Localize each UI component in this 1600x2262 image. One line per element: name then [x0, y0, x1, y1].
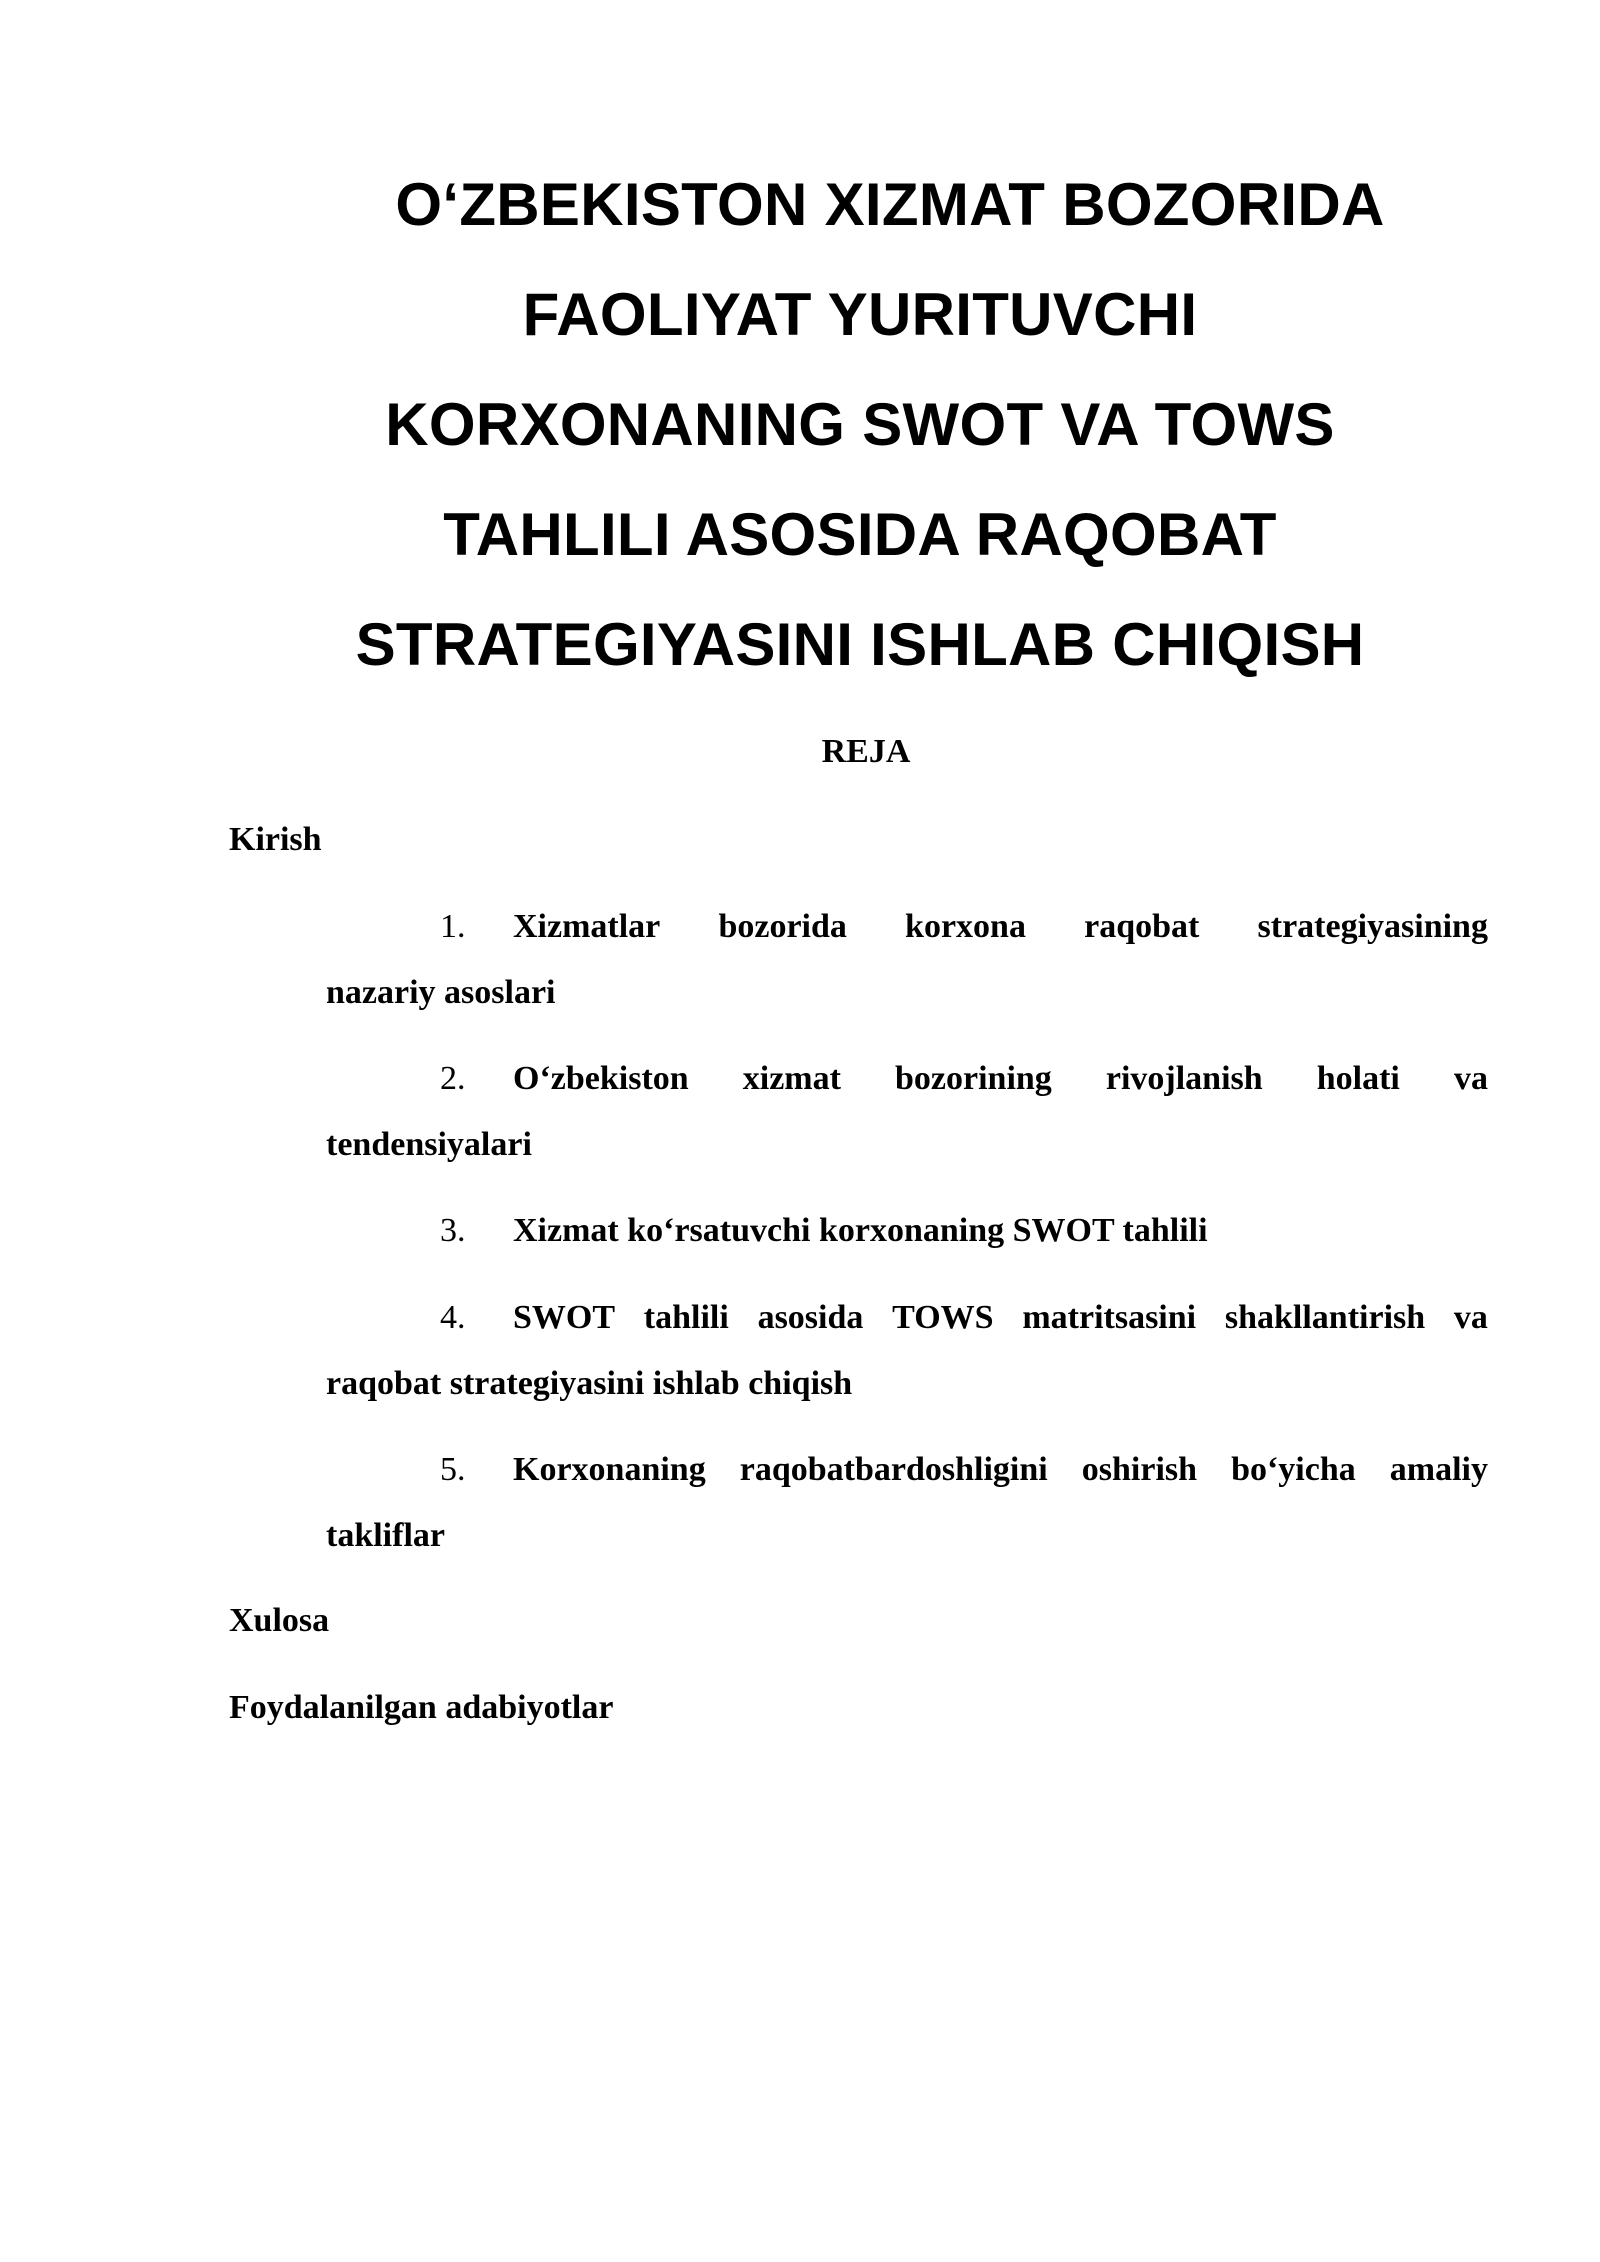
word: bozorining [895, 1060, 1052, 1097]
title-line: FAOLIYAT YURITUVCHI [522, 281, 1198, 348]
plan-item-number: 3. [440, 1212, 466, 1249]
plan-conclusion: Xulosa [229, 1602, 330, 1639]
plan-item-text [513, 1437, 1488, 1503]
word: amaliy [1389, 1451, 1488, 1488]
plan-item-number: 4. [440, 1299, 466, 1336]
word: raqobat [1084, 908, 1200, 945]
plan-item-2 [326, 1046, 1488, 1178]
word: shakllantirish [1224, 1299, 1426, 1336]
plan-item-text: Xizmat ko‘rsatuvchi korxonaning SWOT tahlili [513, 1212, 1208, 1249]
title-line: KORXONANING SWOT VA TOWS [385, 391, 1335, 458]
word: O‘zbekiston [513, 1060, 689, 1097]
plan-item-continuation: raqobat strategiyasini ishlab chiqish [326, 1365, 853, 1402]
word: rivojlanish [1105, 1060, 1263, 1097]
word: korxona [905, 908, 1026, 945]
document-title [230, 150, 1490, 700]
plan-references: Foydalanilgan adabiyotlar [229, 1689, 614, 1726]
word: tahlili [643, 1299, 729, 1336]
plan-item-text [513, 1046, 1488, 1112]
word: va [1453, 1299, 1488, 1336]
word: va [1453, 1060, 1488, 1097]
plan-item-text [513, 1285, 1488, 1351]
word: bo‘yicha [1231, 1451, 1356, 1488]
plan-item-continuation: takliflar [326, 1517, 445, 1554]
word: strategiyasining [1257, 908, 1488, 945]
word: xizmat [742, 1060, 841, 1097]
title-line: STRATEGIYASINI ISHLAB CHIQISH [355, 611, 1365, 678]
plan-heading: REJA [821, 733, 911, 770]
title-line: TAHLILI ASOSIDA RAQOBAT [443, 501, 1277, 568]
plan-intro: Kirish [229, 821, 322, 858]
plan-item-number: 5. [440, 1451, 466, 1488]
plan-item-3 [326, 1198, 1488, 1264]
word: Korxonaning [513, 1451, 706, 1488]
plan-item-continuation: nazariy asoslari [326, 974, 556, 1011]
word: matritsasini [1022, 1299, 1197, 1336]
word: bozorida [718, 908, 847, 945]
plan-item-4 [326, 1285, 1488, 1417]
plan-item-text [513, 894, 1488, 960]
word: holati [1316, 1060, 1400, 1097]
word: SWOT [513, 1299, 616, 1336]
plan-item-number: 1. [440, 908, 466, 945]
title-line: O‘ZBEKISTON XIZMAT BOZORIDA [395, 171, 1385, 238]
word: oshirish [1081, 1451, 1198, 1488]
word: Xizmatlar [513, 908, 661, 945]
plan-item-continuation: tendensiyalari [326, 1126, 532, 1163]
word: raqobatbardoshligini [739, 1451, 1048, 1488]
word: TOWS [892, 1299, 994, 1336]
plan-item-number: 2. [440, 1060, 466, 1097]
plan-item-5 [326, 1437, 1488, 1569]
word: asosida [757, 1299, 864, 1336]
plan-item-1 [326, 894, 1488, 1026]
